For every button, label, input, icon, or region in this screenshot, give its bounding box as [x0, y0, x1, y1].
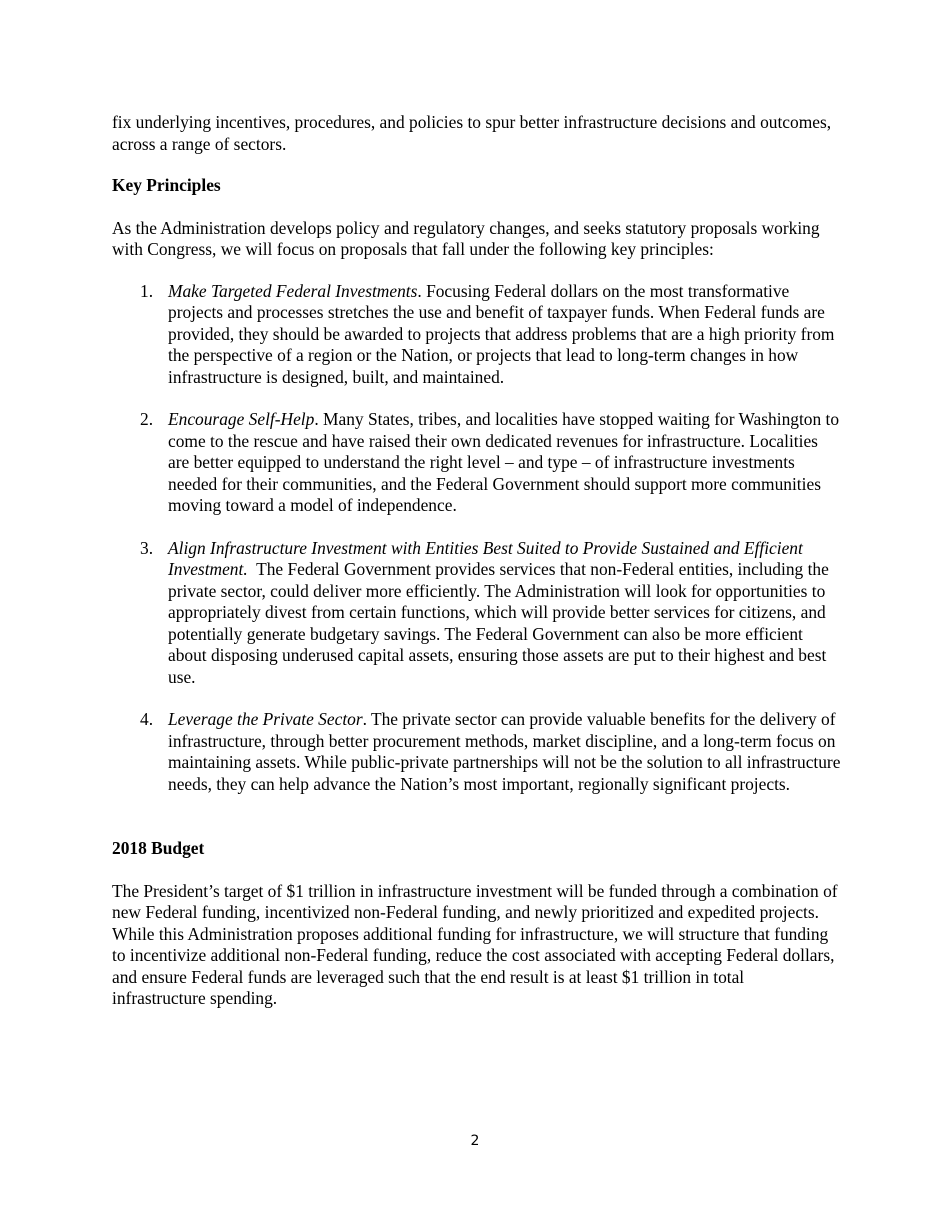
key-principles-lead: As the Administration develops policy and regulatory changes, and seeks statutory proposals working with Congress, we will focus on proposals that fall under the following key principles: — [112, 217, 820, 259]
principle-number: 3. — [140, 537, 154, 558]
budget-paragraph: The President’s target of $1 trillion in infrastructure investment will be funded through a combination of new Federal funding, incentivized non-Federal funding, and newly prioritized and expedited projects. While this Administration proposes additional funding for infrastructure, we will structure that funding to incentivize additional non-Federal funding, reduce the cost associated with accepting Federal dollars, and ensure Federal funds are leveraged such that the end result is at least $1 trillion in total infrastructure spending. — [112, 880, 838, 1008]
principle-title: Encourage Self-Help — [168, 409, 315, 429]
key-principles-heading: Key Principles — [112, 175, 221, 195]
principle-number: 1. — [140, 280, 154, 301]
principle-body: . Focusing Federal dollars on the most transformative projects and processes stretches the use and benefit of taxpayer funds. When Federal funds are provided, they should be awarded to projects that address problems that are a high priority from the perspective of a region or the Nation, or projects that lead to long-term changes in how infrastructure is designed, built, and maintained. — [168, 280, 835, 387]
principle-title: Align Infrastructure Investment with Entities Best Suited to Provide Sustained and Efficient Investment. — [168, 537, 803, 579]
principle-item — [112, 281, 842, 389]
budget-heading: 2018 Budget — [112, 838, 205, 858]
principle-body: . Many States, tribes, and localities have stopped waiting for Washington to come to the rescue and have raised their own dedicated revenues for infrastructure. Localities are better equipped to understand the right level – and type – of infrastructure investments needed for their communities, and the Federal Government should support more communities moving toward a model of independence. — [168, 409, 840, 515]
principle-item — [112, 709, 842, 795]
principle-body: The Federal Government provides services that non-Federal entities, including the private sector, could deliver more efficiently. The Administration will look for opportunities to appropriately divest from certain functions, which will provide better services for citizens, and potentially generate budgetary savings. The Federal Government can also be more efficient about disposing underused capital assets, ensuring those assets are put to their highest and best use. — [168, 559, 834, 687]
principles-list — [112, 281, 842, 796]
intro-paragraph: fix underlying incentives, procedures, and policies to spur better infrastructure decisions and outcomes, across a range of sectors. — [112, 112, 832, 154]
principle-title: Leverage the Private Sector — [168, 709, 363, 729]
principle-number: 2. — [140, 409, 154, 429]
principle-body: . The private sector can provide valuable benefits for the delivery of infrastructure, through better procurement methods, market discipline, and a long-term focus on maintaining assets. While public-private partnerships will not be the solution to all infrastructure needs, they can help advance the Nation’s most important, regionally significant projects. — [168, 709, 841, 794]
document-page — [112, 112, 842, 1030]
principle-number: 4. — [140, 709, 154, 729]
principle-title: Make Targeted Federal Investments — [168, 280, 418, 301]
principle-item — [112, 409, 842, 517]
principle-item — [112, 538, 842, 689]
page-number: 2 — [470, 1133, 480, 1149]
